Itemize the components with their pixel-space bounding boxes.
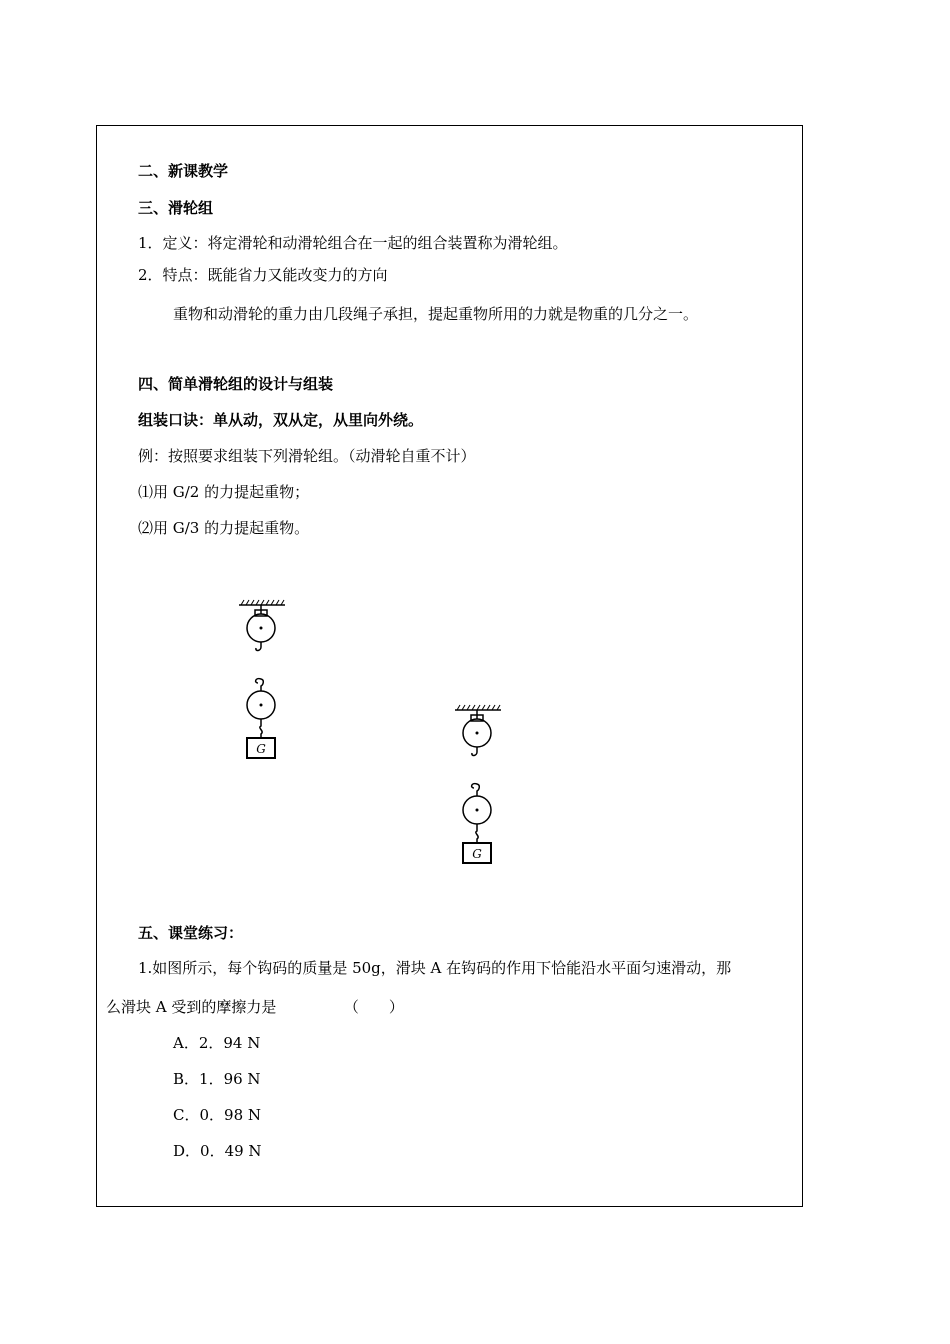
definition-text: 1．定义：将定滑轮和动滑轮组合在一起的组合装置称为滑轮组。 (138, 234, 568, 252)
weight-label: G (256, 742, 266, 756)
fixed-pulley-hook (256, 642, 261, 651)
movable-pulley-hook (256, 679, 264, 691)
option-b: B．1．96 N (173, 1070, 261, 1088)
question-1-line-1: 1.如图所示，每个钩码的质量是 50g，滑块 A 在钩码的作用下恰能沿水平面匀速滑动，那 (138, 959, 732, 977)
question-1-line-2: 么滑块 A 受到的摩擦力是 （ ） (106, 998, 404, 1016)
weight-hook (260, 719, 262, 738)
section-heading-design: 四、简单滑轮组的设计与组装 (138, 375, 334, 393)
pulley-diagram-2 (446, 703, 516, 873)
task-2-text: ⑵用 G/3 的力提起重物。 (138, 519, 310, 537)
weight-hook (476, 824, 478, 843)
option-a: A．2．94 N (173, 1034, 261, 1052)
section-heading-new-lesson: 二、新课教学 (138, 162, 229, 180)
task-1-text: ⑴用 G/2 的力提起重物； (138, 483, 310, 501)
feature-text: 2．特点：既能省力又能改变力的方向 (138, 266, 388, 284)
example-text: 例：按照要求组装下列滑轮组。（动滑轮自重不计） (138, 447, 476, 465)
section-heading-pulley-system: 三、滑轮组 (138, 199, 214, 217)
pulley-diagram-1 (230, 598, 300, 768)
section-heading-practice: 五、课堂练习： (138, 924, 244, 942)
movable-pulley-hook (472, 784, 480, 796)
weight-label: G (472, 847, 482, 861)
option-d: D．0．49 N (173, 1142, 262, 1160)
mnemonic-text: 组装口诀：单从动，双从定，从里向外绕。 (138, 411, 424, 429)
fixed-pulley-hook (472, 747, 477, 756)
explanation-text: 重物和动滑轮的重力由几段绳子承担，提起重物所用的力就是物重的几分之一。 (173, 305, 699, 323)
option-c: C．0．98 N (173, 1106, 262, 1124)
